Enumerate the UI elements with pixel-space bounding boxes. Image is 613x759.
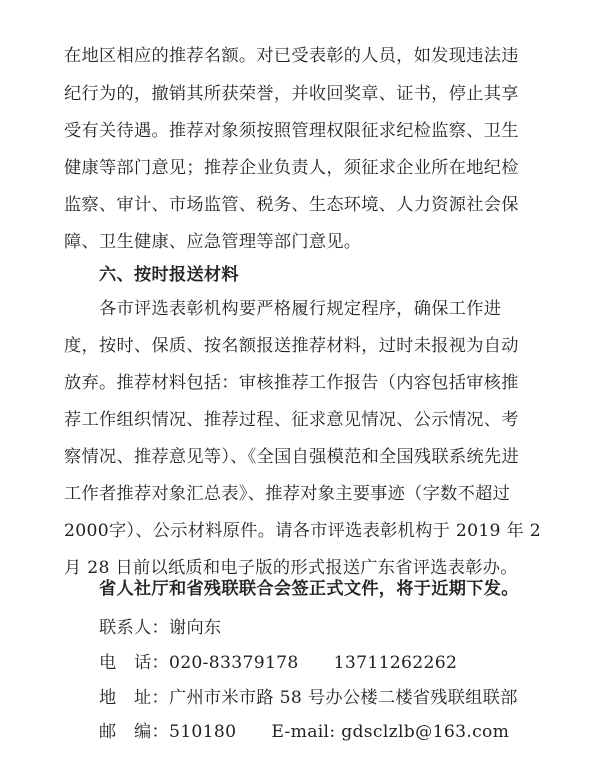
paragraph-line: 监察、审计、市场监管、税务、生态环境、人力资源社会保 xyxy=(64,195,519,215)
paragraph-line: 各市评选表彰机构要严格履行规定程序，确保工作进 xyxy=(99,299,502,319)
paragraph-line: 工作者推荐对象汇总表》、推荐对象主要事迹（字数不超过 xyxy=(64,484,511,504)
contact-address xyxy=(99,686,599,710)
paragraph-line: 在地区相应的推荐名额。对已受表彰的人员，如发现违法违 xyxy=(64,46,519,66)
contact-person xyxy=(99,616,599,640)
paragraph-line: 健康等部门意见；推荐企业负责人，须征求企业所在地纪检 xyxy=(64,158,519,178)
contact-value: 谢向东 xyxy=(168,618,222,638)
paragraph-line: 月 28 日前以纸质和电子版的形式报送广东省评选表彰办。 xyxy=(64,558,518,578)
contact-value: 020-83379178 13711262262 xyxy=(168,653,458,673)
paragraph-line: 纪行为的，撤销其所获荣誉，并收回奖章、证书，停止其享 xyxy=(64,84,519,104)
paragraph-line: 察情况、推荐意见等）、《全国自强模范和全国残联系统先进 xyxy=(64,447,519,467)
notice-text: 省人社厅和省残联联合会签正式文件，将于近期下发。 xyxy=(99,579,519,599)
paragraph-line: 2000字）、公示材料原件。请各市评选表彰机构于 2019 年 2 xyxy=(64,521,542,541)
paragraph-line: 放弃。推荐材料包括：审核推荐工作报告（内容包括审核推 xyxy=(64,373,519,393)
contact-value: 510180 E-mail: gdsclzlb@163.com xyxy=(168,722,510,742)
contact-postcode-email xyxy=(99,720,599,744)
contact-label: 联系人： xyxy=(99,618,169,638)
section-heading: 六、按时报送材料 xyxy=(99,265,239,285)
paragraph-line: 受有关待遇。推荐对象须按照管理权限征求纪检监察、卫生 xyxy=(64,121,519,141)
paragraph-line: 荐工作组织情况、推荐过程、征求意见情况、公示情况、考 xyxy=(64,410,519,430)
paragraph-line: 障、卫生健康、应急管理等部门意见。 xyxy=(64,232,362,252)
contact-label: 邮 编： xyxy=(99,722,169,742)
contact-label: 地 址： xyxy=(99,688,169,708)
paragraph-line: 度，按时、保质、按名额报送推荐材料，过时未报视为自动 xyxy=(64,336,519,356)
contact-phone xyxy=(99,651,599,675)
contact-label: 电 话： xyxy=(99,653,169,673)
contact-value: 广州市米市路 58 号办公楼二楼省残联组联部 xyxy=(168,688,518,708)
